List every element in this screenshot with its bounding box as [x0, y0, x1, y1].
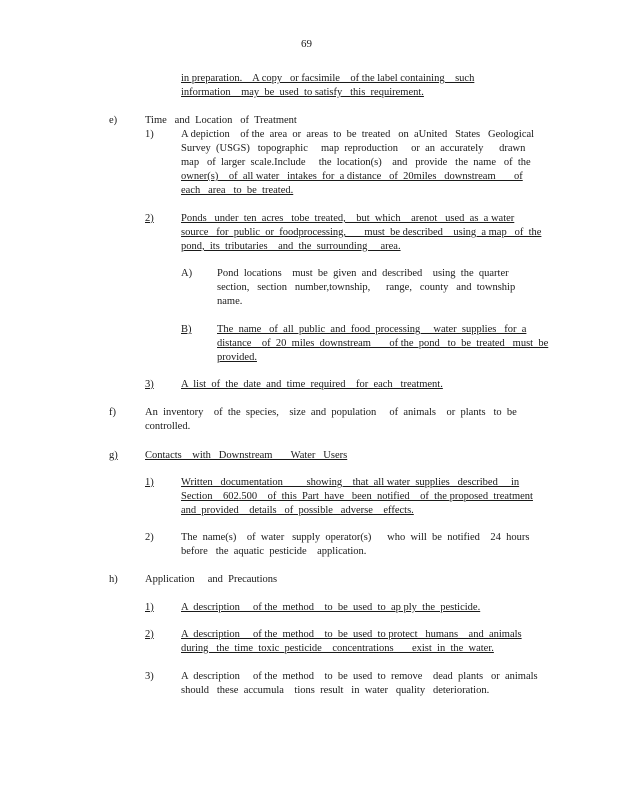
- h-item-2-line: during the time toxic pesticide concentrations exist in the water.: [181, 643, 494, 654]
- e-item-2-line: pond, its tributaries and the surrounding area.: [181, 241, 401, 252]
- e-item-2b-marker: B): [181, 324, 192, 335]
- e-item-2b-line: The name of all public and food processing water supplies for a: [217, 324, 527, 335]
- g-item-1-marker: 1): [145, 477, 154, 488]
- section-f-marker: f): [109, 407, 116, 418]
- section-h-heading: Application and Precautions: [145, 574, 278, 585]
- g-item-1-line: Written documentation showing that all water supplies described in: [181, 477, 520, 488]
- e-item-2b-line: provided.: [217, 352, 257, 363]
- h-item-1-line: A description of the method to be used to ap ply the pesticide.: [181, 602, 481, 613]
- g-item-2-line: The name(s) of water supply operator(s) who will be notified 24 hours: [181, 532, 530, 543]
- e-item-1-line: owner(s) of all water intakes for a distance of 20miles downstream of: [181, 171, 523, 182]
- h-item-3-line: should these accumula tions result in water quality deterioration.: [181, 685, 490, 696]
- page-number: 69: [301, 38, 312, 50]
- g-item-1-line: and provided details of possible adverse effects.: [181, 505, 414, 516]
- h-item-2-marker: 2): [145, 629, 154, 640]
- intro-line-1: in preparation. A copy or facsimile of the label containing such: [181, 73, 475, 84]
- e-item-2-line: Ponds under ten acres tobe treated, but which arenot used as a water: [181, 213, 515, 224]
- e-item-2a-line: name.: [217, 296, 243, 307]
- e-item-2a-marker: A): [181, 268, 193, 279]
- h-item-1-marker: 1): [145, 602, 154, 613]
- e-item-1-line: each area to be treated.: [181, 185, 294, 196]
- section-e-heading: Time and Location of Treatment: [145, 115, 297, 126]
- section-f-line: controlled.: [145, 421, 191, 432]
- section-h-marker: h): [109, 574, 118, 585]
- e-item-2b-line: distance of 20 miles downstream of the pond to be treated must be: [217, 338, 549, 349]
- h-item-3-marker: 3): [145, 671, 154, 682]
- section-f-line: An inventory of the species, size and population of animals or plants to be: [145, 407, 517, 418]
- e-item-2a-line: Pond locations must be given and described using the quarter: [217, 268, 509, 279]
- h-item-3-line: A description of the method to be used to remove dead plants or animals: [181, 671, 538, 682]
- e-item-1-line: A depiction of the area or areas to be treated on aUnited States Geological: [181, 129, 535, 140]
- e-item-2-marker: 2): [145, 213, 154, 224]
- section-g-heading: Contacts with Downstream Water Users: [145, 450, 348, 461]
- g-item-2-line: before the aquatic pesticide application.: [181, 546, 367, 557]
- e-item-1-line: map of larger scale.Include the location(s) and provide the name of the: [181, 157, 531, 168]
- e-item-1-line: Survey (USGS) topographic map reproduction or an accurately drawn: [181, 143, 526, 154]
- h-item-2-line: A description of the method to be used to protect humans and animals: [181, 629, 522, 640]
- e-item-1-marker: 1): [145, 129, 154, 140]
- g-item-1-line: Section 602.500 of this Part have been notified of the proposed treatment: [181, 491, 533, 502]
- e-item-3-line: A list of the date and time required for each treatment.: [181, 379, 443, 390]
- section-e-marker: e): [109, 115, 118, 126]
- intro-line-2: information may be used to satisfy this requirement.: [181, 87, 424, 98]
- e-item-2a-line: section, section number,township, range, county and township: [217, 282, 516, 293]
- e-item-3-marker: 3): [145, 379, 154, 390]
- section-g-marker: g): [109, 450, 118, 461]
- g-item-2-marker: 2): [145, 532, 154, 543]
- e-item-2-line: source for public or foodprocessing, must be described using a map of the: [181, 227, 542, 238]
